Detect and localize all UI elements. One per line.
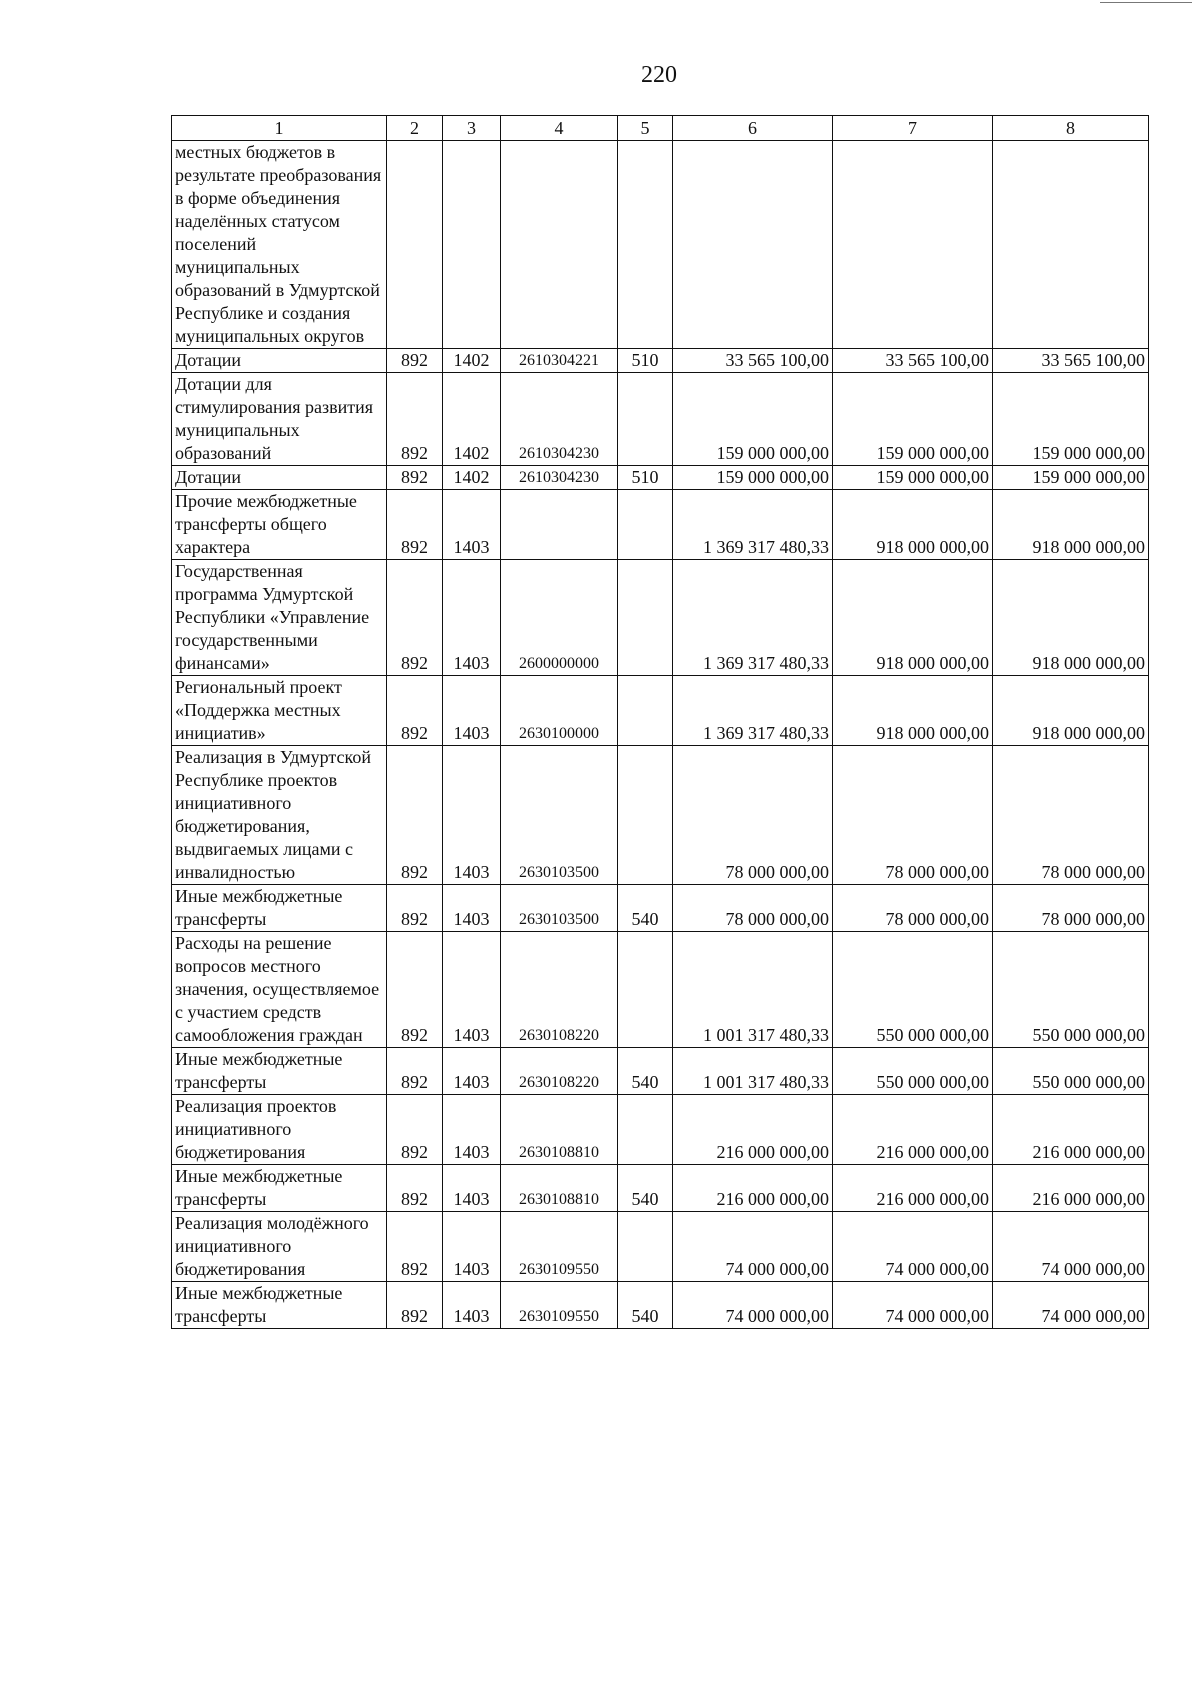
amount-col-6: 78 000 000,00	[673, 885, 833, 932]
section-code: 1403	[443, 1165, 501, 1212]
amount-col-7: 918 000 000,00	[833, 560, 993, 676]
chapter-code: 892	[387, 1282, 443, 1329]
section-code: 1402	[443, 373, 501, 466]
table-row	[172, 1048, 1149, 1095]
page-number: 220	[641, 62, 677, 88]
table-row	[172, 141, 1149, 349]
chapter-code: 892	[387, 560, 443, 676]
item-name: местных бюджетов в результате преобразования в форме объединения наделённых статусом поселений муниципальных образований в Удмуртской Республике и создания муниципальных округов	[172, 141, 387, 349]
column-header-7: 7	[833, 116, 993, 141]
expense-type-code: 540	[618, 1282, 673, 1329]
item-name: Региональный проект «Поддержка местных инициатив»	[172, 676, 387, 746]
amount-col-7: 78 000 000,00	[833, 746, 993, 885]
item-name: Дотации	[172, 466, 387, 490]
target-article-code: 2630103500	[501, 885, 618, 932]
amount-col-8: 159 000 000,00	[993, 466, 1149, 490]
item-name: Расходы на решение вопросов местного значения, осуществляемое с участием средств самообложения граждан	[172, 932, 387, 1048]
amount-col-7: 216 000 000,00	[833, 1095, 993, 1165]
amount-col-7: 918 000 000,00	[833, 490, 993, 560]
amount-col-7	[833, 141, 993, 349]
table-row	[172, 560, 1149, 676]
section-code: 1402	[443, 349, 501, 373]
table-row	[172, 885, 1149, 932]
amount-col-8: 216 000 000,00	[993, 1095, 1149, 1165]
amount-col-7: 33 565 100,00	[833, 349, 993, 373]
section-code: 1403	[443, 746, 501, 885]
table-row	[172, 932, 1149, 1048]
item-name: Дотации для стимулирования развития муниципальных образований	[172, 373, 387, 466]
amount-col-6: 74 000 000,00	[673, 1282, 833, 1329]
amount-col-6: 33 565 100,00	[673, 349, 833, 373]
column-header-6: 6	[673, 116, 833, 141]
table-row	[172, 1212, 1149, 1282]
amount-col-7: 159 000 000,00	[833, 373, 993, 466]
section-code: 1403	[443, 1212, 501, 1282]
table-row	[172, 676, 1149, 746]
amount-col-8: 74 000 000,00	[993, 1282, 1149, 1329]
table-row	[172, 746, 1149, 885]
expense-type-code	[618, 141, 673, 349]
amount-col-6: 216 000 000,00	[673, 1165, 833, 1212]
budget-table	[171, 115, 1149, 1329]
amount-col-7: 550 000 000,00	[833, 932, 993, 1048]
section-code: 1403	[443, 885, 501, 932]
table-row	[172, 349, 1149, 373]
column-header-8: 8	[993, 116, 1149, 141]
column-header-1: 1	[172, 116, 387, 141]
chapter-code: 892	[387, 932, 443, 1048]
target-article-code: 2630108220	[501, 1048, 618, 1095]
amount-col-6: 1 001 317 480,33	[673, 1048, 833, 1095]
expense-type-code: 540	[618, 1048, 673, 1095]
amount-col-6: 78 000 000,00	[673, 746, 833, 885]
amount-col-6	[673, 141, 833, 349]
target-article-code: 2630103500	[501, 746, 618, 885]
expense-type-code	[618, 676, 673, 746]
item-name: Реализация проектов инициативного бюджетирования	[172, 1095, 387, 1165]
expense-type-code: 540	[618, 885, 673, 932]
target-article-code: 2610304230	[501, 373, 618, 466]
chapter-code	[387, 141, 443, 349]
section-code: 1403	[443, 560, 501, 676]
amount-col-6: 1 369 317 480,33	[673, 676, 833, 746]
target-article-code: 2630108220	[501, 932, 618, 1048]
column-header-5: 5	[618, 116, 673, 141]
amount-col-8: 550 000 000,00	[993, 932, 1149, 1048]
section-code: 1403	[443, 676, 501, 746]
section-code: 1403	[443, 1095, 501, 1165]
table-row	[172, 373, 1149, 466]
item-name: Дотации	[172, 349, 387, 373]
section-code: 1403	[443, 932, 501, 1048]
amount-col-8: 78 000 000,00	[993, 746, 1149, 885]
chapter-code: 892	[387, 746, 443, 885]
chapter-code: 892	[387, 885, 443, 932]
column-header-3: 3	[443, 116, 501, 141]
item-name: Иные межбюджетные трансферты	[172, 1048, 387, 1095]
expense-type-code: 510	[618, 349, 673, 373]
table-row	[172, 1165, 1149, 1212]
expense-type-code	[618, 560, 673, 676]
amount-col-8	[993, 141, 1149, 349]
section-code: 1403	[443, 490, 501, 560]
table-row	[172, 466, 1149, 490]
item-name: Иные межбюджетные трансферты	[172, 1165, 387, 1212]
amount-col-8: 33 565 100,00	[993, 349, 1149, 373]
top-edge-rule	[1100, 2, 1192, 3]
amount-col-7: 550 000 000,00	[833, 1048, 993, 1095]
amount-col-7: 159 000 000,00	[833, 466, 993, 490]
expense-type-code: 510	[618, 466, 673, 490]
chapter-code: 892	[387, 466, 443, 490]
target-article-code	[501, 141, 618, 349]
chapter-code: 892	[387, 349, 443, 373]
target-article-code: 2630109550	[501, 1282, 618, 1329]
column-header-4: 4	[501, 116, 618, 141]
item-name: Иные межбюджетные трансферты	[172, 885, 387, 932]
amount-col-7: 216 000 000,00	[833, 1165, 993, 1212]
item-name: Государственная программа Удмуртской Республики «Управление государственными финансами»	[172, 560, 387, 676]
section-code: 1403	[443, 1048, 501, 1095]
amount-col-8: 918 000 000,00	[993, 490, 1149, 560]
target-article-code: 2630100000	[501, 676, 618, 746]
target-article-code	[501, 490, 618, 560]
amount-col-6: 74 000 000,00	[673, 1212, 833, 1282]
section-code: 1402	[443, 466, 501, 490]
amount-col-8: 159 000 000,00	[993, 373, 1149, 466]
target-article-code: 2610304230	[501, 466, 618, 490]
column-header-2: 2	[387, 116, 443, 141]
chapter-code: 892	[387, 676, 443, 746]
item-name: Реализация молодёжного инициативного бюджетирования	[172, 1212, 387, 1282]
chapter-code: 892	[387, 1095, 443, 1165]
target-article-code: 2600000000	[501, 560, 618, 676]
amount-col-8: 918 000 000,00	[993, 676, 1149, 746]
amount-col-8: 216 000 000,00	[993, 1165, 1149, 1212]
chapter-code: 892	[387, 490, 443, 560]
chapter-code: 892	[387, 1165, 443, 1212]
amount-col-7: 74 000 000,00	[833, 1282, 993, 1329]
chapter-code: 892	[387, 1048, 443, 1095]
amount-col-7: 918 000 000,00	[833, 676, 993, 746]
amount-col-7: 74 000 000,00	[833, 1212, 993, 1282]
amount-col-6: 159 000 000,00	[673, 373, 833, 466]
item-name: Иные межбюджетные трансферты	[172, 1282, 387, 1329]
target-article-code: 2630108810	[501, 1165, 618, 1212]
item-name: Реализация в Удмуртской Республике проектов инициативного бюджетирования, выдвигаемых лицами с инвалидностью	[172, 746, 387, 885]
table-row	[172, 1282, 1149, 1329]
amount-col-8: 918 000 000,00	[993, 560, 1149, 676]
amount-col-6: 1 369 317 480,33	[673, 560, 833, 676]
table-row	[172, 1095, 1149, 1165]
expense-type-code	[618, 1212, 673, 1282]
target-article-code: 2630108810	[501, 1095, 618, 1165]
table-row	[172, 490, 1149, 560]
expense-type-code	[618, 1095, 673, 1165]
item-name: Прочие межбюджетные трансферты общего характера	[172, 490, 387, 560]
amount-col-6: 1 001 317 480,33	[673, 932, 833, 1048]
amount-col-8: 78 000 000,00	[993, 885, 1149, 932]
amount-col-8: 74 000 000,00	[993, 1212, 1149, 1282]
chapter-code: 892	[387, 1212, 443, 1282]
amount-col-6: 216 000 000,00	[673, 1095, 833, 1165]
section-code: 1403	[443, 1282, 501, 1329]
target-article-code: 2610304221	[501, 349, 618, 373]
chapter-code: 892	[387, 373, 443, 466]
amount-col-8: 550 000 000,00	[993, 1048, 1149, 1095]
table-header-row	[172, 116, 1149, 141]
section-code	[443, 141, 501, 349]
amount-col-6: 159 000 000,00	[673, 466, 833, 490]
expense-type-code	[618, 746, 673, 885]
amount-col-7: 78 000 000,00	[833, 885, 993, 932]
expense-type-code: 540	[618, 1165, 673, 1212]
amount-col-6: 1 369 317 480,33	[673, 490, 833, 560]
expense-type-code	[618, 373, 673, 466]
expense-type-code	[618, 932, 673, 1048]
target-article-code: 2630109550	[501, 1212, 618, 1282]
expense-type-code	[618, 490, 673, 560]
